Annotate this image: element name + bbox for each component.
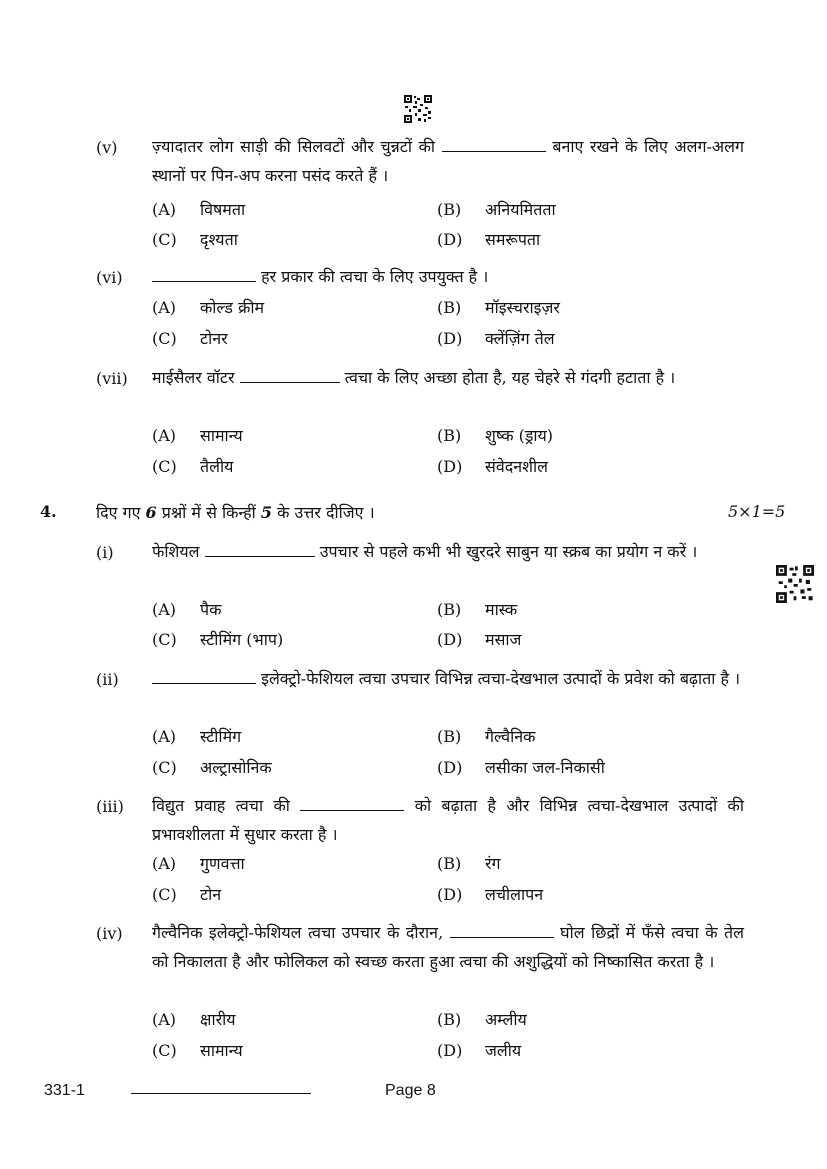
option-b (437, 725, 535, 747)
answer-blank (442, 137, 546, 152)
stem-text-before: माईसैलर वॉटर (152, 368, 235, 387)
stem-text-after: घोल छिद्रों में फँसे त्वचा के तेल को निकालता है और फोलिकल को स्वच्छ करता हुआ त्वचा की अशुद्धियों को निष्कासित करता है । (152, 923, 744, 971)
option-text: विषमता (200, 200, 246, 219)
option-label: (A) (152, 854, 177, 873)
option-label: (D) (437, 230, 463, 249)
stem-text-before: ज़्यादातर लोग साड़ी की सिलवटों और चुन्नटों की (152, 137, 436, 156)
stem-text-before: फेशियल (152, 542, 200, 561)
option-text: गैल्वैनिक (485, 727, 536, 746)
option-text: स्टीमिंग (भाप) (200, 630, 284, 649)
option-b (437, 852, 501, 874)
option-d (437, 455, 548, 477)
option-label: (D) (437, 329, 463, 348)
option-b (437, 598, 517, 620)
answer-blank (450, 923, 554, 938)
option-label: (B) (437, 426, 462, 445)
option-label: (C) (152, 758, 177, 777)
stem-text-before: गैल्वैनिक इलेक्ट्रो-फेशियल त्वचा उपचार के दौरान, (152, 923, 444, 942)
option-text: मसाज (485, 630, 522, 649)
qr-code-icon (404, 95, 432, 123)
option-label: (A) (152, 426, 177, 445)
option-b (437, 198, 556, 220)
option-text: क्षारीय (200, 1010, 236, 1029)
page-number: Page 8 (385, 1082, 436, 1099)
qr-code-side (776, 565, 814, 603)
option-c (152, 1039, 243, 1061)
instruction-number: 6 (145, 503, 157, 522)
option-label: (A) (152, 600, 177, 619)
option-text: लचीलापन (485, 885, 544, 904)
option-label: (A) (152, 727, 177, 746)
stem-text-after: को बढ़ाता है और विभिन्न त्वचा-देखभाल उत्पादों की प्रभावशीलता में सुधार करता है । (152, 796, 744, 844)
option-d (437, 327, 555, 349)
answer-blank (152, 669, 256, 684)
option-d (437, 628, 521, 650)
option-d (437, 883, 543, 905)
question-stem (152, 664, 744, 693)
option-c (152, 756, 272, 778)
option-text: संवेदनशील (485, 457, 548, 476)
stem-text-after: इलेक्ट्रो-फेशियल त्वचा उपचार विभिन्न त्वचा-देखभाल उत्पादों के प्रवेश को बढ़ाता है । (261, 669, 741, 688)
option-text: टोनर (200, 329, 228, 348)
option-text: मॉइस्चराइज़र (485, 298, 560, 317)
question-stem (152, 262, 744, 291)
question-number: (vii) (96, 369, 128, 388)
option-label: (D) (437, 630, 463, 649)
option-label: (B) (437, 854, 462, 873)
option-label: (D) (437, 457, 463, 476)
answer-blank (300, 796, 404, 811)
option-label: (C) (152, 885, 177, 904)
question-stem (152, 918, 744, 976)
option-a (152, 424, 243, 446)
stem-text-after: त्वचा के लिए अच्छा होता है, यह चेहरे से गंदगी हटाता है । (344, 368, 676, 387)
option-label: (C) (152, 457, 177, 476)
question-number: (iv) (96, 924, 123, 943)
question-stem (152, 132, 744, 190)
option-text: टोन (200, 885, 222, 904)
option-d (437, 756, 605, 778)
question-4-instruction (96, 501, 375, 523)
instruction-text: दिए गए (96, 503, 141, 522)
option-d (437, 1039, 521, 1061)
question-number: (vi) (96, 268, 123, 287)
paper-code: 331-1 (44, 1082, 85, 1099)
option-c (152, 883, 221, 905)
option-b (437, 296, 560, 318)
question-number: (iii) (96, 797, 124, 816)
option-label: (C) (152, 1041, 177, 1060)
instruction-number: 5 (260, 503, 273, 522)
option-text: अम्लीय (485, 1010, 527, 1029)
option-text: तैलीय (200, 457, 234, 476)
answer-blank (205, 542, 315, 557)
stem-text-after: हर प्रकार की त्वचा के लिए उपयुक्त है । (261, 267, 489, 286)
option-text: लसीका जल-निकासी (485, 758, 605, 777)
option-c (152, 455, 233, 477)
question-stem (152, 537, 744, 566)
qr-code-icon (776, 565, 814, 603)
question-number: (i) (96, 543, 114, 562)
option-text: सामान्य (200, 1041, 243, 1060)
question-number: (ii) (96, 670, 119, 689)
option-text: स्टीमिंग (200, 727, 242, 746)
option-a (152, 198, 245, 220)
option-label: (B) (437, 298, 462, 317)
option-label: (A) (152, 298, 177, 317)
option-label: (B) (437, 200, 462, 219)
option-label: (D) (437, 758, 463, 777)
option-c (152, 628, 283, 650)
option-text: अल्ट्रासोनिक (200, 758, 272, 777)
option-b (437, 424, 553, 446)
answer-blank (240, 368, 340, 383)
option-label: (D) (437, 1041, 463, 1060)
option-text: क्लेंज़िंग तेल (485, 329, 555, 348)
option-text: कोल्ड क्रीम (200, 298, 265, 317)
option-b (437, 1008, 527, 1030)
option-text: गुणवत्ता (200, 854, 245, 873)
option-a (152, 725, 241, 747)
option-label: (A) (152, 200, 177, 219)
option-text: मास्क (485, 600, 518, 619)
option-a (152, 598, 221, 620)
option-a (152, 296, 264, 318)
question-stem (152, 791, 744, 849)
option-text: शुष्क (ड्राय) (485, 426, 554, 445)
option-label: (B) (437, 600, 462, 619)
option-a (152, 1008, 236, 1030)
option-text: सामान्य (200, 426, 243, 445)
answer-blank (152, 267, 256, 282)
option-label: (C) (152, 329, 177, 348)
stem-text-after: उपचार से पहले कभी भी खुरदरे साबुन या स्क्रब का प्रयोग न करें । (319, 542, 698, 561)
option-label: (C) (152, 630, 177, 649)
instruction-text: के उत्तर दीजिए । (277, 503, 375, 522)
option-d (437, 228, 540, 250)
option-c (152, 228, 238, 250)
option-label: (B) (437, 727, 462, 746)
marks-allocation: 5×1=5 (728, 502, 786, 521)
stem-text-before: विद्युत प्रवाह त्वचा की (152, 796, 290, 815)
option-text: समरूपता (485, 230, 541, 249)
option-text: अनियमितता (485, 200, 556, 219)
option-text: रंग (485, 854, 501, 873)
option-label: (B) (437, 1010, 462, 1029)
option-label: (C) (152, 230, 177, 249)
option-text: पैक (200, 600, 222, 619)
option-text: जलीय (485, 1041, 522, 1060)
footer-divider (131, 1093, 311, 1094)
question-number: (v) (96, 138, 118, 157)
option-text: दृश्यता (200, 230, 238, 249)
option-label: (A) (152, 1010, 177, 1029)
qr-code-top (404, 95, 432, 123)
option-c (152, 327, 228, 349)
question-stem (152, 363, 744, 392)
question-4-number: 4. (40, 502, 57, 521)
instruction-text: प्रश्नों में से किन्हीं (161, 503, 256, 522)
stem-text-after: बनाए रखने के लिए अलग-अलग स्थानों पर पिन-अप करना पसंद करते हैं । (152, 137, 745, 185)
option-a (152, 852, 245, 874)
option-label: (D) (437, 885, 463, 904)
